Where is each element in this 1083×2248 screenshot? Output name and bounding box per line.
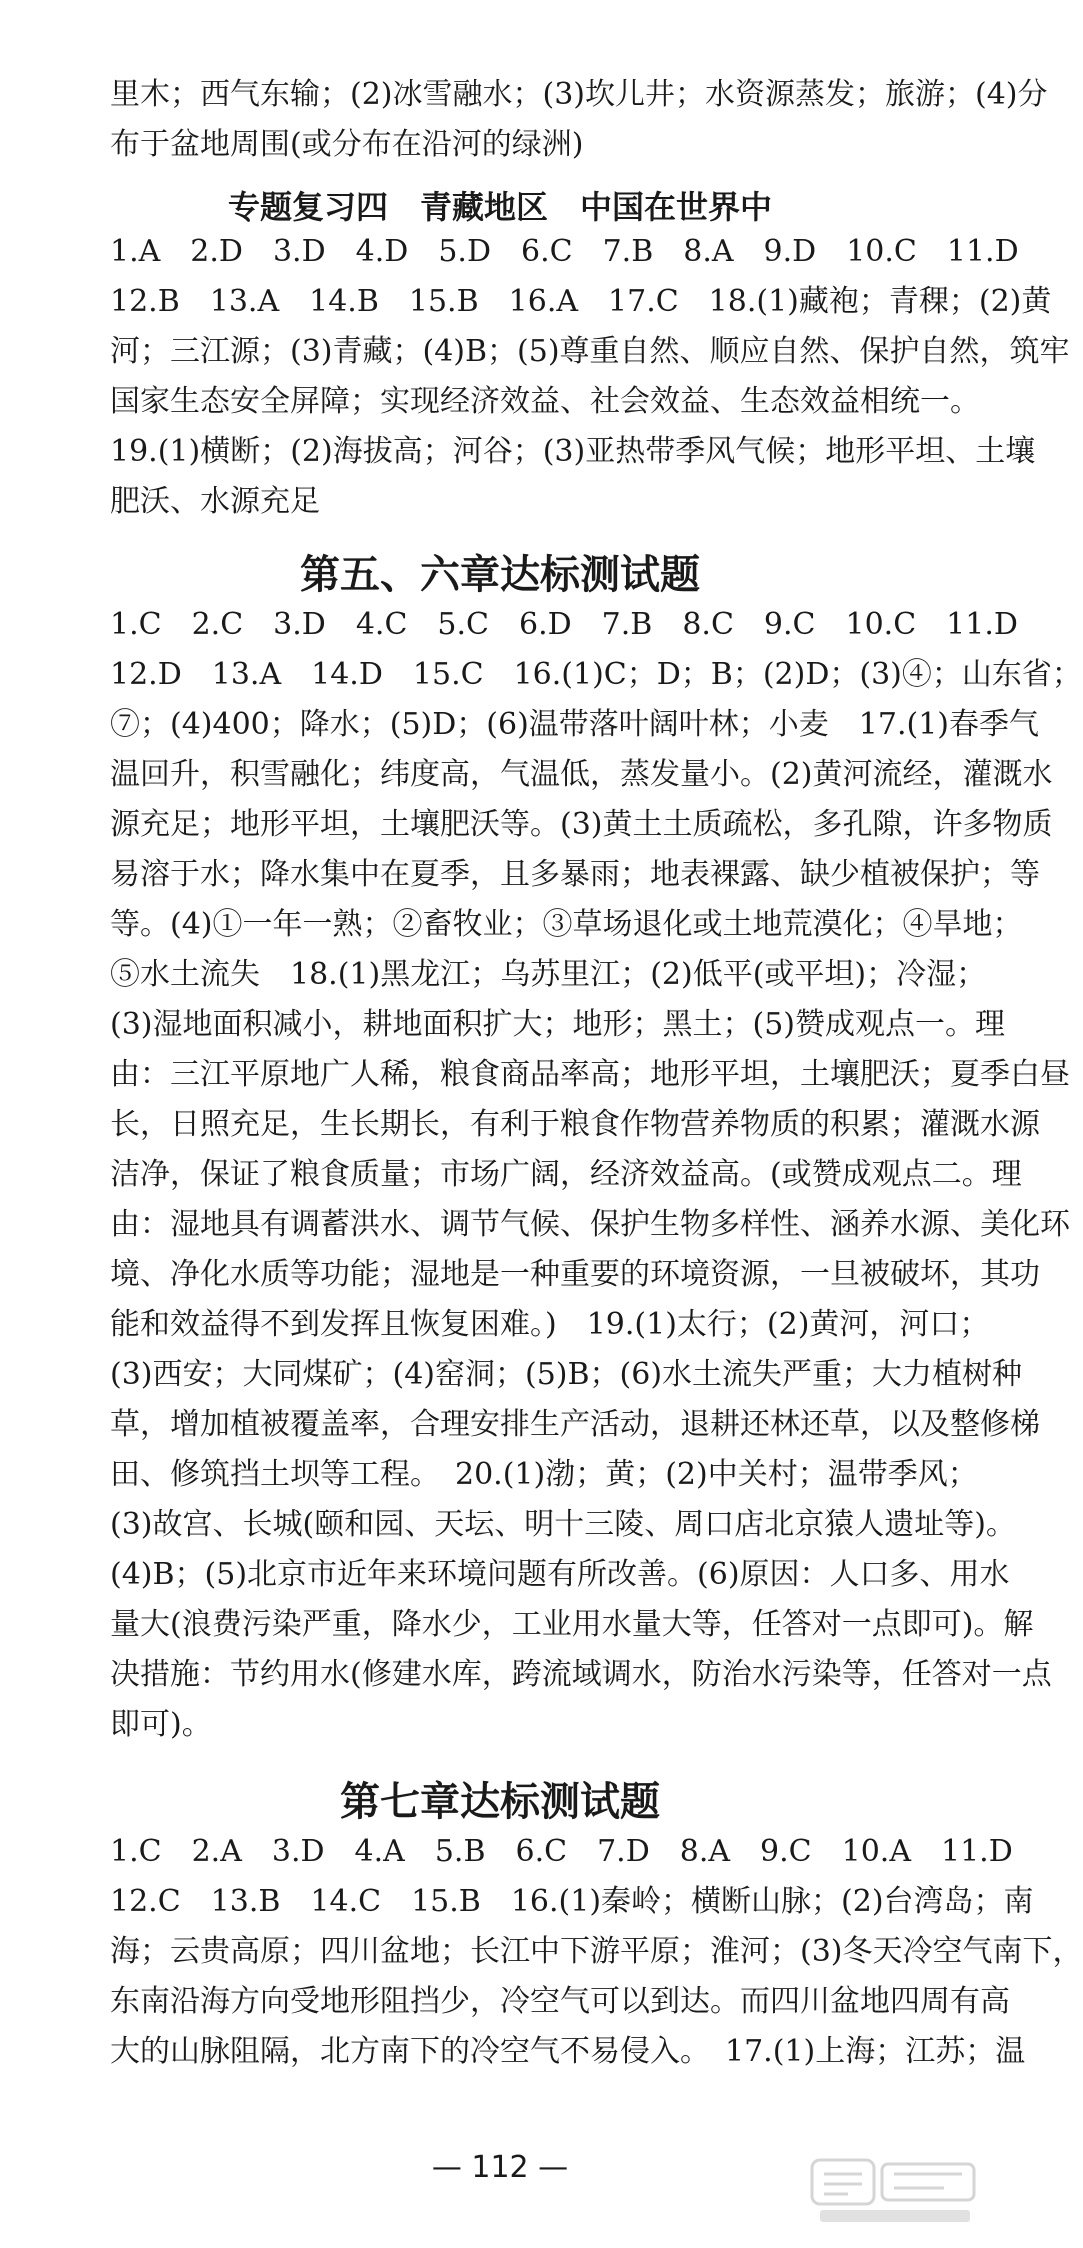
text-line: 长，日照充足，生长期长，有利于粮食作物营养物质的积累；灌溉水源 [110,1107,1040,1142]
text-line: 源充足；地形平坦，土壤肥沃等。(3)黄土土质疏松，多孔隙，许多物质 [110,807,1053,842]
text-line: 由：三江平原地广人稀，粮食商品率高；地形平坦，土壤肥沃；夏季白昼 [110,1057,1070,1092]
text-line: (3)湿地面积减小，耕地面积扩大；地形；黑土；(5)赞成观点一。理 [110,1007,1005,1042]
page-number: — 112 — [431,2150,569,2185]
text-line: 洁净，保证了粮食质量；市场广阔，经济效益高。(或赞成观点二。理 [110,1157,1022,1192]
text-line: ⑦；(4)400；降水；(5)D；(6)温带落叶阔叶林；小麦 17.(1)春季气 [110,707,1040,742]
section-heading: 第五、六章达标测试题 [300,551,700,598]
text-line: 由：湿地具有调蓄洪水、调节气候、保护生物多样性、涵养水源、美化环 [110,1207,1070,1242]
text-line: 海；云贵高原；四川盆地；长江中下游平原；淮河；(3)冬天冷空气南下， [110,1934,1083,1969]
text-line: 12.D 13.A 14.D 15.C 16.(1)C；D；B；(2)D；(3)④；山东省； [110,657,1082,692]
text-line: 12.B 13.A 14.B 15.B 16.A 17.C 18.(1)藏袍；青稞；(2)黄 [110,284,1052,319]
text-line: 1.C 2.A 3.D 4.A 5.B 6.C 7.D 8.A 9.C 10.A 11.D [110,1834,1013,1869]
section-heading: 专题复习四 青藏地区 中国在世界中 [227,188,772,226]
text-line: 易溶于水；降水集中在夏季，且多暴雨；地表裸露、缺少植被保护；等 [110,857,1040,892]
text-line: 布于盆地周围(或分布在沿河的绿洲) [110,127,584,162]
text-line: (3)西安；大同煤矿；(4)窑洞；(5)B；(6)水土流失严重；大力植树种 [110,1357,1023,1392]
text-line: 12.C 13.B 14.C 15.B 16.(1)秦岭；横断山脉；(2)台湾岛；南 [110,1884,1034,1919]
text-line: 东南沿海方向受地形阻挡少，冷空气可以到达。而四川盆地四周有高 [110,1984,1010,2019]
text-line: 即可)。 [110,1707,212,1742]
text-line: 决措施：节约用水(修建水库，跨流域调水，防治水污染等，任答对一点 [110,1657,1052,1692]
text-line: 等。(4)①一年一熟；②畜牧业；③草场退化或土地荒漠化；④旱地； [110,907,1023,942]
text-line: 1.A 2.D 3.D 4.D 5.D 6.C 7.B 8.A 9.D 10.C 11.D [110,234,1019,269]
text-line: 能和效益得不到发挥且恢复困难。) 19.(1)太行；(2)黄河，河口； [110,1307,990,1342]
text-line: 草，增加植被覆盖率，合理安排生产活动，退耕还林还草，以及整修梯 [110,1407,1040,1442]
text-line: 国家生态安全屏障；实现经济效益、社会效益、生态效益相统一。 [110,384,980,419]
section-heading: 第七章达标测试题 [340,1778,660,1825]
text-line: 里木；西气东输；(2)冰雪融水；(3)坎儿井；水资源蒸发；旅游；(4)分 [110,77,1048,112]
text-line: 温回升，积雪融化；纬度高，气温低，蒸发量小。(2)黄河流经，灌溉水 [110,757,1053,792]
text-line: (4)B；(5)北京市近年来环境问题有所改善。(6)原因：人口多、用水 [110,1557,1010,1592]
text-line: (3)故宫、长城(颐和园、天坛、明十三陵、周口店北京猿人遗址等)。 [110,1507,1016,1542]
text-line: 量大(浪费污染严重，降水少，工业用水量大等，任答对一点即可)。解 [110,1607,1034,1642]
text-line: 河；三江源；(3)青藏；(4)B；(5)尊重自然、顺应自然、保护自然，筑牢 [110,334,1070,369]
text-line: 19.(1)横断；(2)海拔高；河谷；(3)亚热带季风气候；地形平坦、土壤 [110,434,1036,469]
text-line: 境、净化水质等功能；湿地是一种重要的环境资源，一旦被破坏，其功 [110,1257,1040,1292]
watermark-logo [810,2158,980,2228]
text-line: 大的山脉阻隔，北方南下的冷空气不易侵入。 17.(1)上海；江苏；温 [110,2034,1026,2069]
text-line: 肥沃、水源充足 [110,484,320,519]
text-line: 田、修筑挡土坝等工程。 20.(1)渤；黄；(2)中关村；温带季风； [110,1457,978,1492]
text-line: 1.C 2.C 3.D 4.C 5.C 6.D 7.B 8.C 9.C 10.C 11.D [110,607,1018,642]
text-line: ⑤水土流失 18.(1)黑龙江；乌苏里江；(2)低平(或平坦)；冷湿； [110,957,987,992]
